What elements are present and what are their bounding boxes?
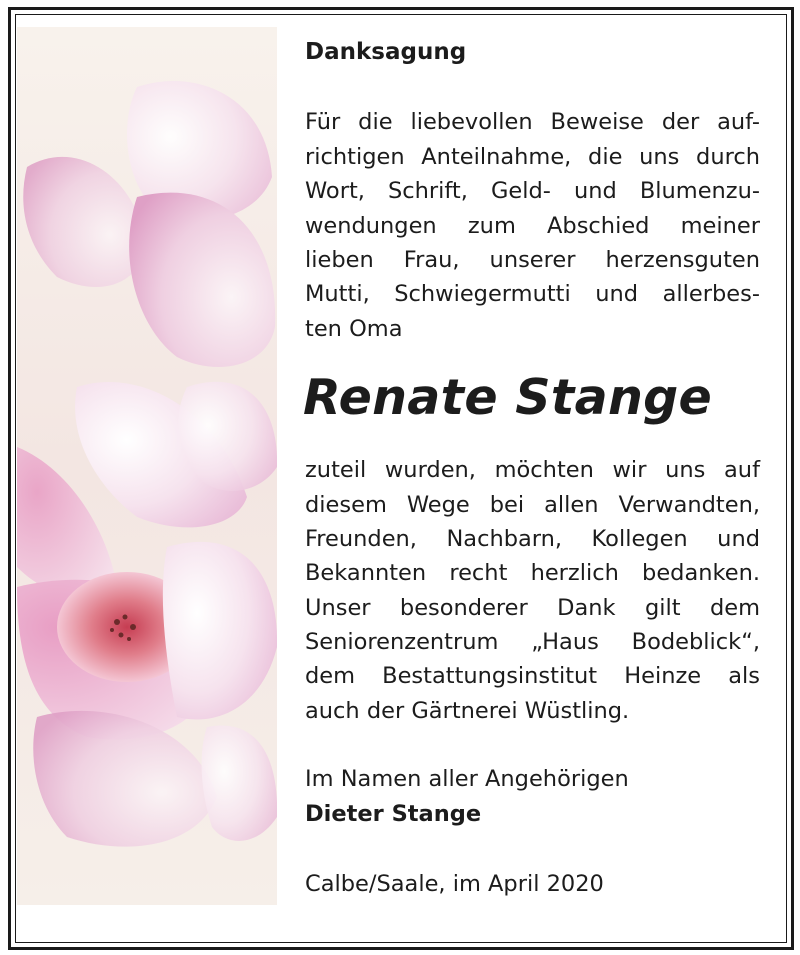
signature: Dieter Stange xyxy=(305,800,482,827)
thanks-paragraph xyxy=(305,453,760,728)
intro-line: lieben Frau, unserer herzensguten xyxy=(305,246,760,273)
intro-paragraph xyxy=(305,105,760,346)
intro-line: Mutti, Schwiegermutti und allerbes- xyxy=(305,281,760,308)
heading-danksagung: Danksagung xyxy=(305,39,467,65)
place-date: Calbe/Saale, im April 2020 xyxy=(305,871,604,898)
intro-line: wendungen zum Abschied meiner xyxy=(305,212,760,239)
intro-line: ten Oma xyxy=(305,315,403,342)
magnolia-flower-image xyxy=(17,27,277,905)
thanks-line: Freunden, Nachbarn, Kollegen und xyxy=(305,525,760,552)
thanks-line: zuteil wurden, möchten wir uns auf xyxy=(305,457,760,484)
greeting: Im Namen aller Angehörigen xyxy=(305,766,629,793)
thanks-line: auch der Gärtnerei Wüstling. xyxy=(305,697,630,724)
intro-line: richtigen Anteilnahme, die uns durch xyxy=(305,143,760,170)
announcement-text xyxy=(305,35,760,901)
thanks-line: Unser besonderer Dank gilt dem xyxy=(305,594,760,621)
intro-line: Wort, Schrift, Geld- und Blumenzu- xyxy=(305,178,760,205)
intro-line: Für die liebevollen Beweise der auf- xyxy=(305,109,760,136)
thanks-line: dem Bestattungsinstitut Heinze als xyxy=(305,663,760,690)
thanks-line: Seniorenzentrum „Haus Bodeblick“, xyxy=(305,629,760,656)
thanks-line: diesem Wege bei allen Verwandten, xyxy=(305,491,760,518)
deceased-name: Renate Stange xyxy=(303,369,713,427)
thanks-line: Bekannten recht herzlich bedanken. xyxy=(305,560,760,587)
